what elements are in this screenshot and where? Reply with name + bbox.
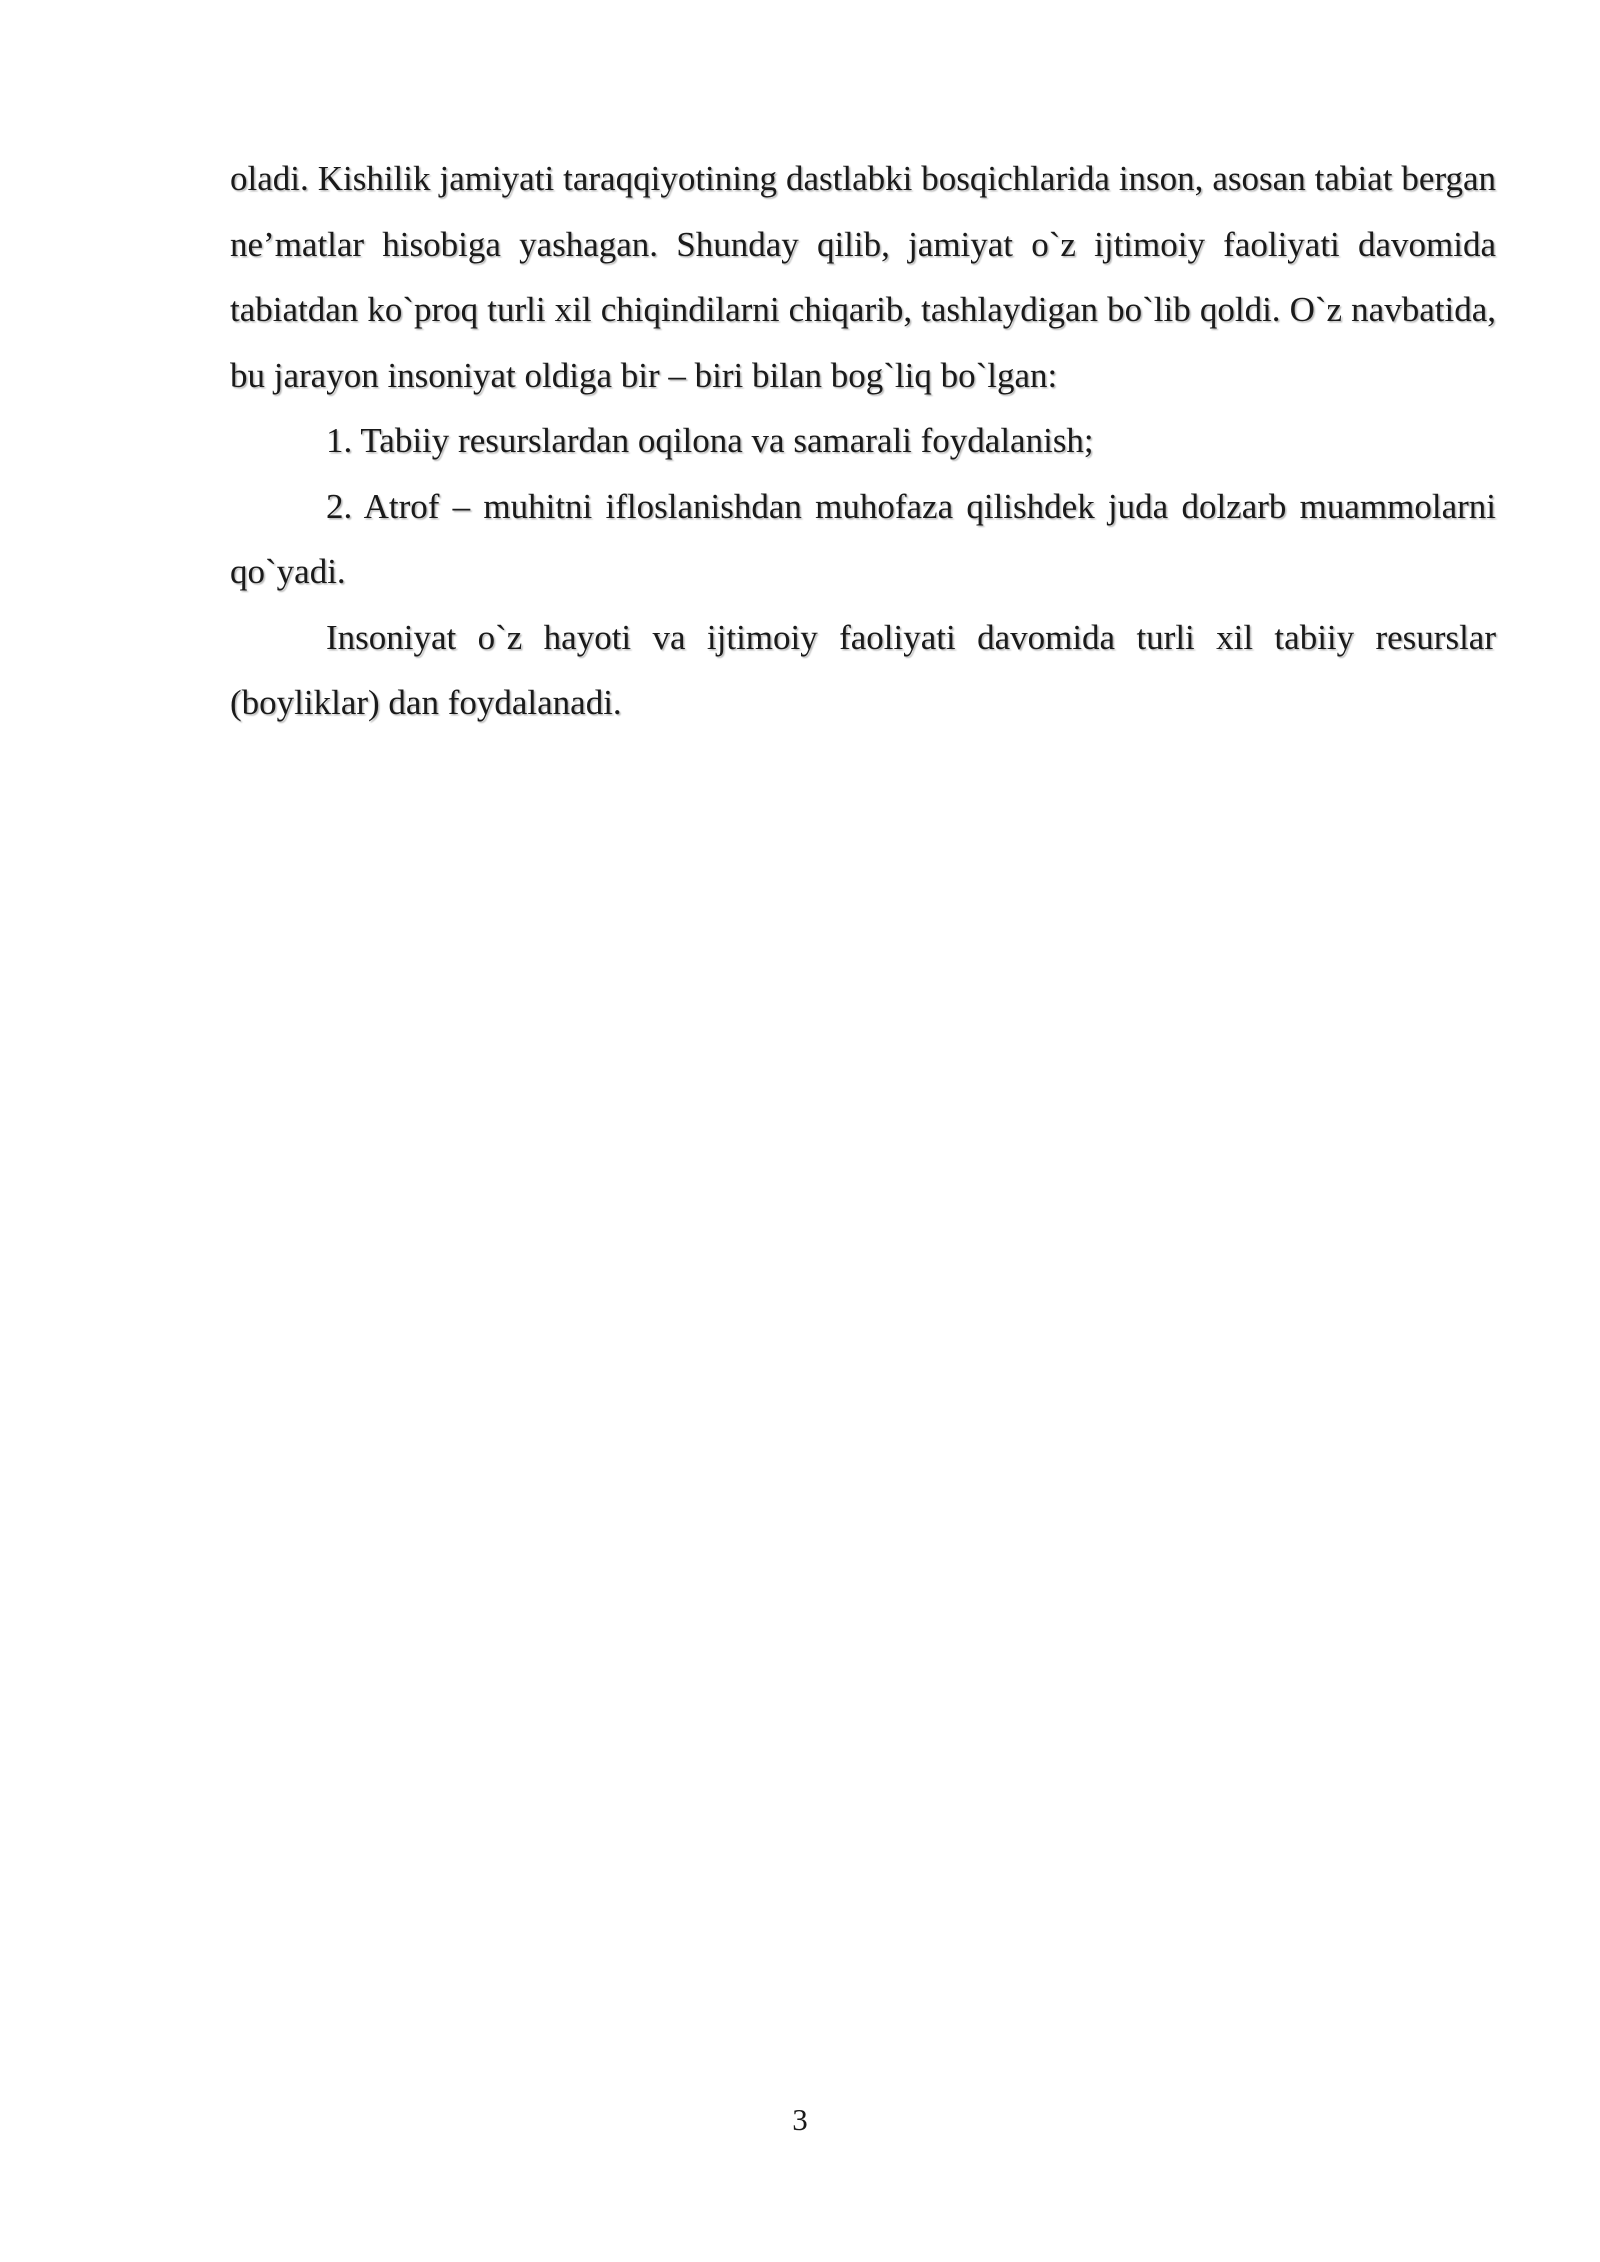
list-item-2: 2. Atrof – muhitni ifloslanishdan muhofaza qilishdek juda dolzarb muammolarni qo`yadi. [230, 486, 1496, 591]
list-item-1: 1. Tabiiy resurslardan oqilona va samarali foydalanish; [326, 421, 1094, 460]
body-text [230, 146, 1496, 736]
page-number: 3 [792, 2102, 808, 2137]
paragraph-resources: Insoniyat o`z hayoti va ijtimoiy faoliyati davomida turli xil tabiiy resurslar (boyliklar) dan foydalanadi. [230, 617, 1496, 722]
paragraph-intro: oladi. Kishilik jamiyati taraqqiyotining dastlabki bosqichlarida inson, asosan tabiat bergan ne’matlar hisobiga yashagan. Shunday qilib, jamiyat o`z ijtimoiy faoliyati davomida tabiatdan ko`proq turli xil chiqindilarni chiqarib, tashlaydigan bo`lib qoldi. O`z navbatida, bu jarayon insoniyat oldiga bir – biri bilan bog`liq bo`lgan: [230, 159, 1496, 395]
